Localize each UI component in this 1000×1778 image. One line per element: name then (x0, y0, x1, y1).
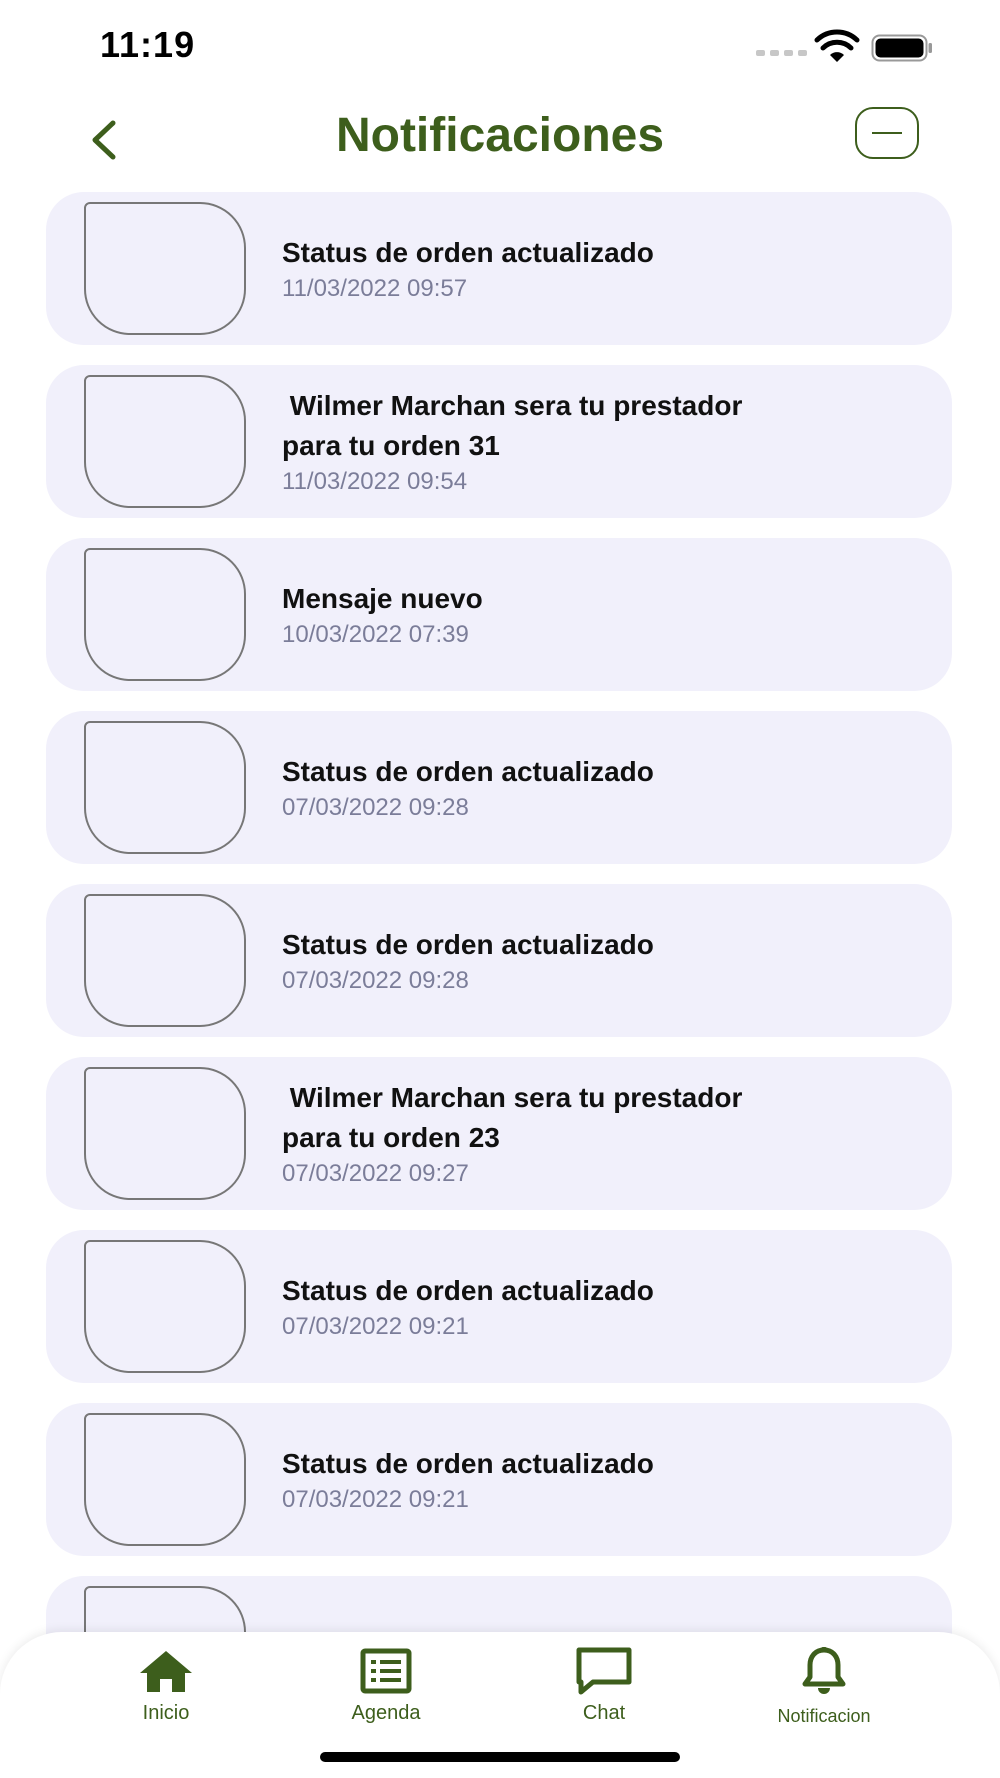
nav-item-chat[interactable] (514, 1646, 694, 1746)
notification-date: 11/03/2022 09:54 (282, 467, 468, 495)
notification-item[interactable] (46, 1057, 952, 1210)
clear-notifications-button[interactable] (855, 107, 919, 159)
notification-list[interactable] (46, 192, 952, 1632)
notification-date: 07/03/2022 09:21 (282, 1485, 469, 1513)
notification-item[interactable] (46, 538, 952, 691)
notification-item[interactable] (46, 192, 952, 345)
notification-image (84, 375, 246, 508)
bell-icon (801, 1646, 847, 1696)
battery-icon (871, 34, 933, 62)
notification-item[interactable] (46, 1403, 952, 1556)
notification-title: Wilmer Marchan sera tu prestador para tu orden 23 (282, 1081, 743, 1153)
notification-title: Mensaje nuevo (282, 582, 483, 614)
notification-date: 07/03/2022 09:21 (282, 1312, 469, 1340)
notification-item[interactable] (46, 1230, 952, 1383)
notification-item[interactable] (46, 711, 952, 864)
notification-image (84, 894, 246, 1027)
status-bar (0, 0, 1000, 90)
nav-item-agenda[interactable] (296, 1646, 476, 1746)
wifi-icon (815, 30, 859, 64)
minus-icon (872, 132, 902, 135)
notification-date: 07/03/2022 09:28 (282, 793, 469, 821)
notification-title: Status de orden actualizado (282, 755, 654, 787)
back-button[interactable] (78, 110, 128, 170)
notification-date: 07/03/2022 09:27 (282, 1159, 469, 1187)
agenda-icon (360, 1648, 412, 1694)
notification-item[interactable] (46, 365, 952, 518)
chat-icon (575, 1646, 633, 1696)
notification-title: Status de orden actualizado (282, 1447, 654, 1479)
home-indicator (320, 1752, 680, 1762)
notification-date: 11/03/2022 09:57 (282, 274, 468, 302)
nav-item-notificacion[interactable] (734, 1646, 914, 1746)
notification-title: Wilmer Marchan sera tu prestador para tu orden 31 (282, 389, 743, 461)
chevron-left-icon (88, 119, 118, 161)
notification-image (84, 202, 246, 335)
page-title: Notificaciones (335, 109, 665, 162)
notification-image (84, 1240, 246, 1373)
nav-label: Agenda (351, 1702, 421, 1724)
cellular-signal-icon (756, 50, 807, 56)
notification-date: 10/03/2022 07:39 (282, 620, 469, 648)
nav-label: Inicio (142, 1702, 190, 1724)
notification-item[interactable] (46, 884, 952, 1037)
notification-title: Status de orden actualizado (282, 1274, 654, 1306)
home-icon (137, 1648, 195, 1694)
nav-label: Chat (582, 1702, 626, 1724)
nav-item-inicio[interactable] (76, 1646, 256, 1746)
notification-image (84, 721, 246, 854)
nav-label: Notificacion (777, 1706, 871, 1726)
notification-image (84, 548, 246, 681)
notification-date: 07/03/2022 09:28 (282, 966, 469, 994)
status-time: 11:19 (100, 24, 196, 65)
notification-image (84, 1413, 246, 1546)
notification-image (84, 1067, 246, 1200)
notification-title: Status de orden actualizado (282, 236, 654, 268)
header (0, 90, 1000, 190)
notification-title: Status de orden actualizado (282, 928, 654, 960)
